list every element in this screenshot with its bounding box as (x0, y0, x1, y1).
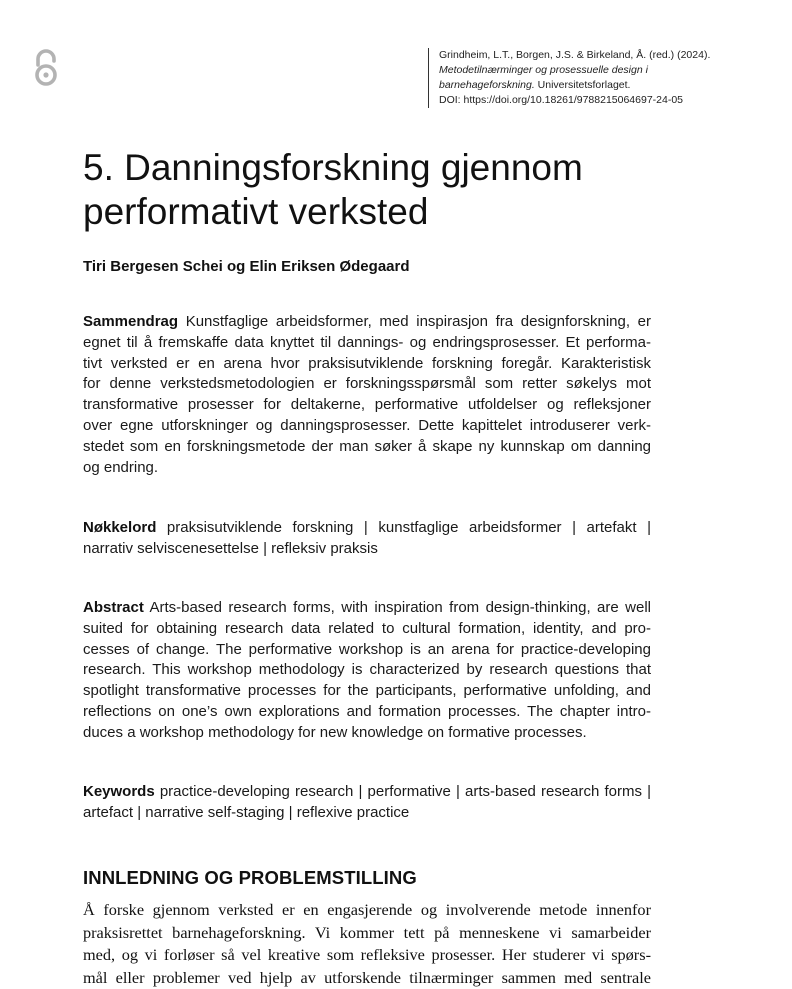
keywords-label: Keywords (83, 783, 155, 800)
citation-doi[interactable]: DOI: https://doi.org/10.18261/9788215064697-24-05 (439, 93, 779, 108)
paragraph-line: narrativ selviscenesettelse | refleksiv praksis (83, 539, 651, 560)
paragraph-line: med, og vi forløser så vel kreative som refleksive prosesser. Her studerer vi spørs- (83, 944, 651, 967)
paragraph-line: for denne verkstedsmetodologien er forskningsspørsmål som retter søkelys mot (83, 374, 651, 395)
paragraph-line: tivt verksted er en arena hvor praksisutviklende forskning foregår. Karakteristisk (83, 354, 651, 375)
citation-block (428, 48, 779, 108)
line-text: Kunstfaglige arbeidsformer, med inspirasjon fra designforskning, er (178, 313, 651, 330)
line-text: praksisutviklende forskning | kunstfaglige arbeidsformer | artefakt | (156, 519, 651, 536)
citation-line: Grindheim, L.T., Borgen, J.S. & Birkeland, Å. (red.) (2024). (439, 48, 779, 63)
chapter-title (83, 146, 703, 234)
section-heading: INNLEDNING OG PROBLEMSTILLING (83, 867, 417, 889)
nokkelord-paragraph (83, 518, 651, 560)
paragraph-line (83, 518, 651, 539)
paragraph-line: og endring. (83, 458, 651, 479)
paragraph-line: spotlight transformative processes for the participants, performative unfolding, and (83, 681, 651, 702)
paragraph-line: suited for obtaining research data related to cultural formation, identity, and pro- (83, 619, 651, 640)
paragraph-line: over egne utforskninger og danningsprosesser. Dette kapittelet introduserer verk- (83, 416, 651, 437)
paragraph-line: cesses of change. The performative workshop is an arena for practice-developing (83, 640, 651, 661)
paragraph-line: artefact | narrative self-staging | reflexive practice (83, 803, 651, 824)
paragraph-line: praksisrettet barnehageforskning. Vi kommer tett på menneskene vi samarbeider (83, 922, 651, 945)
paragraph-line: egnet til å fremskaffe data knyttet til dannings- og endringsprosesser. Et performa- (83, 333, 651, 354)
paragraph-line: transformative prosesser for deltakerne, performative utfoldelser og refleksjoner (83, 395, 651, 416)
citation-line: Metodetilnærminger og prosessuelle design i (439, 63, 779, 78)
sammendrag-label: Sammendrag (83, 313, 178, 330)
abstract-paragraph (83, 598, 651, 744)
citation-publisher: Universitetsforlaget. (535, 79, 631, 91)
paragraph-line: mål eller problemer ved hjelp av utforskende tilnærminger sammen med sentrale (83, 967, 651, 989)
paragraph-line: research. This workshop methodology is characterized by research questions that (83, 660, 651, 681)
paragraph-line: reflections on one’s own explorations and formation processes. The chapter intro- (83, 702, 651, 723)
title-line: 5. Danningsforskning gjennom (83, 146, 703, 190)
paragraph-line (83, 782, 651, 803)
paragraph-line (83, 598, 651, 619)
sammendrag-paragraph (83, 312, 651, 478)
citation-line (439, 78, 779, 93)
title-line: performativt verksted (83, 190, 703, 234)
abstract-label: Abstract (83, 599, 144, 616)
paragraph-line (83, 312, 651, 333)
paragraph-line: duces a workshop methodology for new knowledge on formative processes. (83, 723, 651, 744)
line-text: practice-developing research | performative | arts-based research forms | (155, 783, 651, 800)
nokkelord-label: Nøkkelord (83, 519, 156, 536)
keywords-paragraph (83, 782, 651, 824)
body-paragraph (83, 899, 651, 989)
paragraph-line: Å forske gjennom verksted er en engasjerende og involverende metode innenfor (83, 899, 651, 922)
paragraph-line: stedet som en forskningsmetode der man søker å skape ny kunnskap om danning (83, 437, 651, 458)
citation-book-title: barnehageforskning. (439, 79, 535, 91)
authors: Tiri Bergesen Schei og Elin Eriksen Ødegaard (83, 258, 410, 275)
line-text: Arts-based research forms, with inspiration from design-thinking, are well (144, 599, 651, 616)
open-access-icon (33, 49, 59, 87)
